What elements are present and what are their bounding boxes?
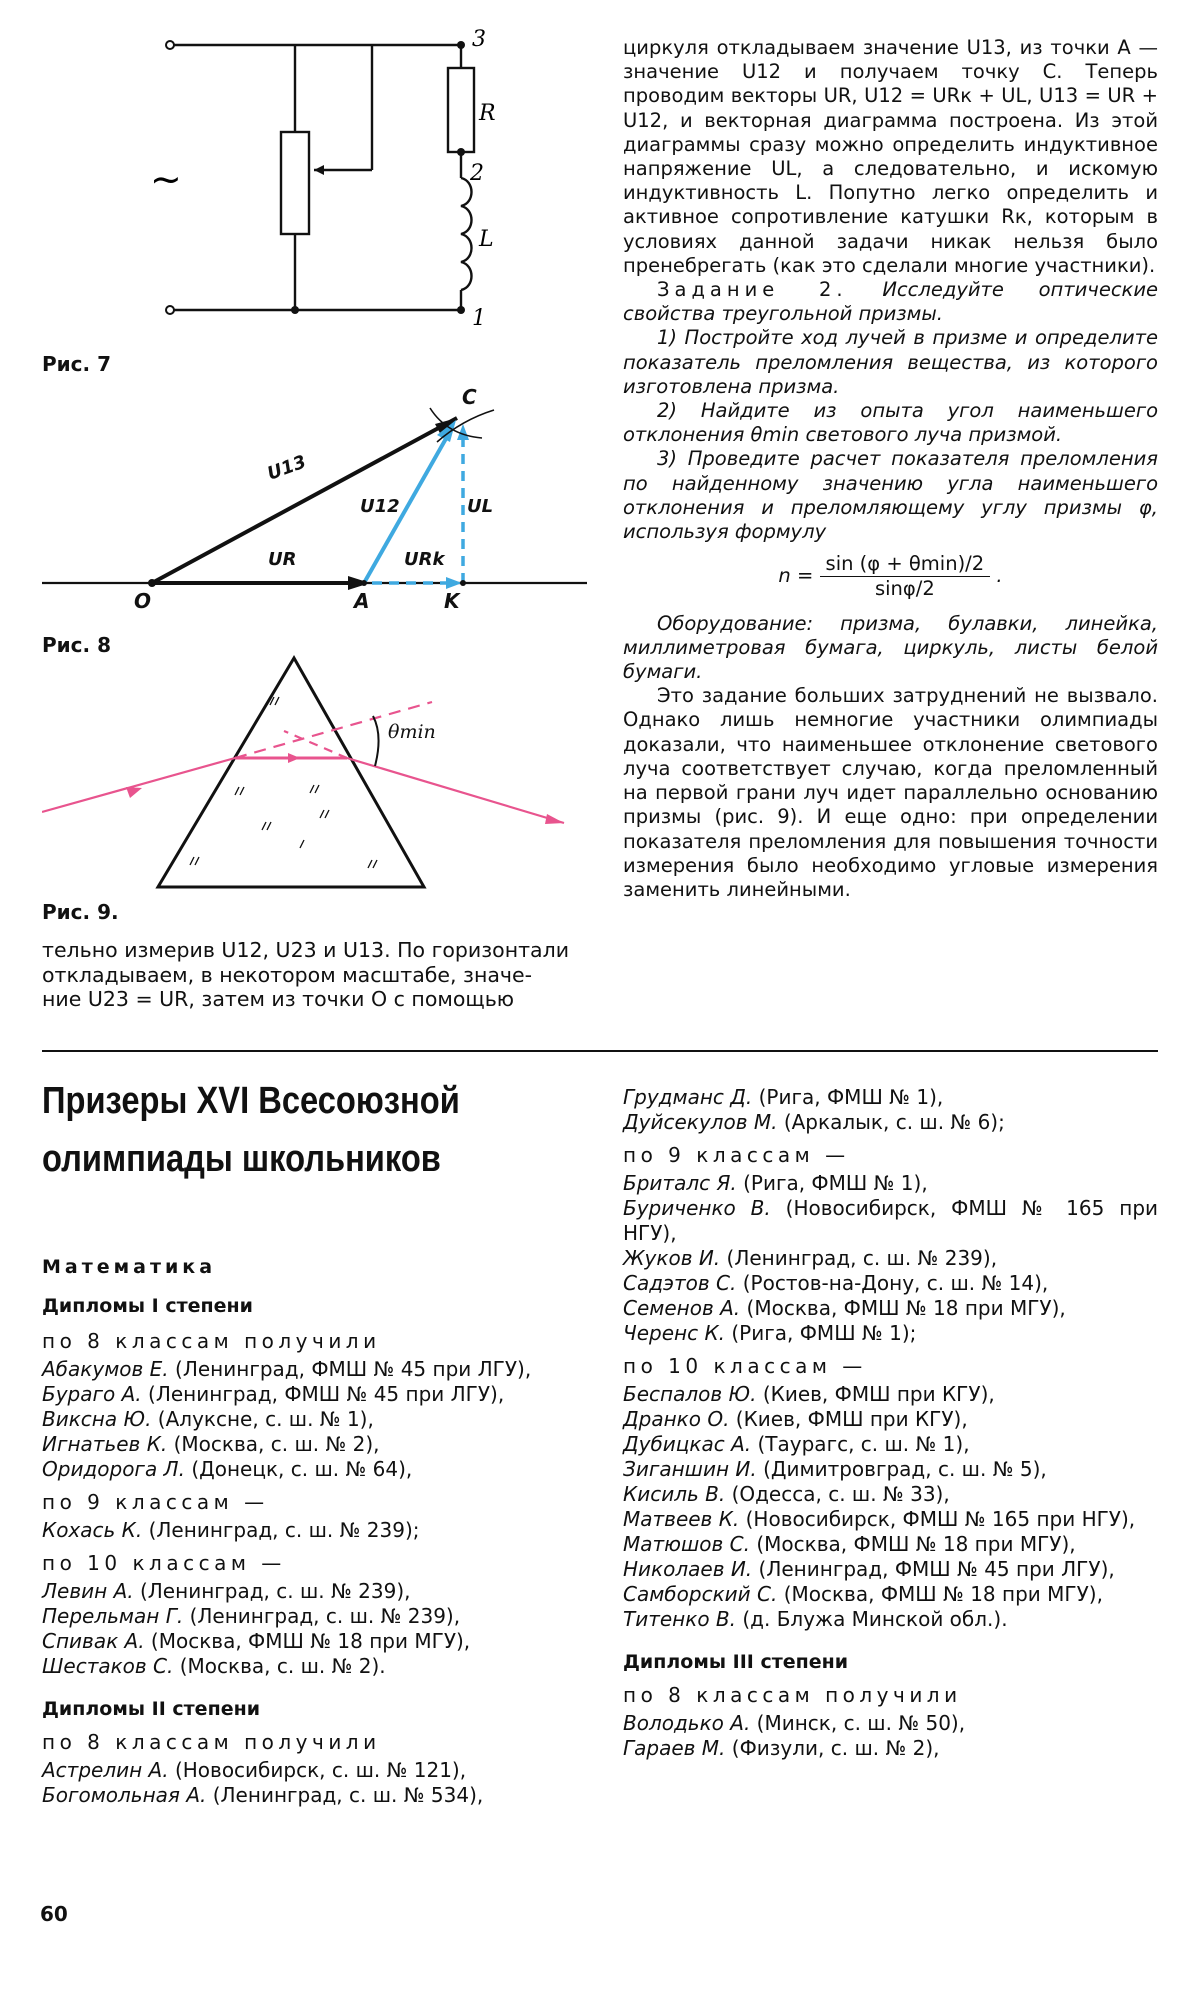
winner-name: Николаев И. <box>623 1557 753 1581</box>
winner-name: Оридорога Л. <box>42 1457 185 1481</box>
task-item-3: 3) Проведите расчет показателя преломления по найденному значению угла наименьшего отклонения и преломляющему углу призмы φ, используя формулу <box>623 447 1158 544</box>
article-title <box>42 1072 506 1188</box>
winner-name: Богомольная А. <box>42 1783 207 1807</box>
article-title-line-1: Призеры XVI Всесоюзной <box>42 1080 460 1122</box>
winner-name: Кохась К. <box>42 1518 143 1542</box>
winner-entry <box>42 1357 582 1382</box>
article-title-line-2: олимпиады школьников <box>42 1138 441 1180</box>
winner-school: (Ленинград, с. ш. № 239), <box>139 1579 411 1603</box>
winner-school: (Рига, ФМШ № 1), <box>758 1085 944 1109</box>
winner-entry <box>42 1604 582 1629</box>
diplomas-3-heading: Дипломы III степени <box>623 1651 849 1673</box>
section-divider <box>42 1050 1158 1052</box>
winner-name: Гараев М. <box>623 1736 726 1760</box>
list-diplomas-2-grade-8 <box>42 1758 582 1808</box>
winner-name: Дубицкас А. <box>623 1432 752 1456</box>
winner-school: (Москва, с. ш. № 2). <box>179 1654 386 1678</box>
list-diplomas-1-grade-8 <box>42 1357 582 1482</box>
point-label-K: K <box>444 589 460 613</box>
winner-name: Буриченко В. <box>623 1196 771 1220</box>
winner-entry <box>623 1271 1158 1296</box>
list-diplomas-1-grade-10 <box>42 1579 582 1679</box>
winner-name: Жуков И. <box>623 1246 721 1270</box>
winner-entry <box>623 1432 1158 1457</box>
group-grade-10: по 10 классам — <box>42 1551 286 1575</box>
winner-entry <box>623 1507 1158 1532</box>
winner-name: Грудманс Д. <box>623 1085 753 1109</box>
winners-right-column <box>623 1085 1158 1761</box>
winner-entry <box>42 1518 582 1543</box>
winner-entry <box>623 1321 1158 1346</box>
winner-school: (Ленинград, ФМШ № 45 при ЛГУ), <box>148 1382 505 1406</box>
paragraph-results: Это задание больших затруднений не вызвало. Однако лишь немногие участники олимпиады доказали, что наименьшее отклонение светового луча соответствует случаю, когда преломленный на первой грани луч идет параллельно основанию призмы (рис. 9). И еще одно: при определении показателя преломления для повышения точности измерения было необходимо угловые измерения заменить линейными. <box>623 684 1158 901</box>
winner-entry <box>42 1629 582 1654</box>
winner-entry <box>42 1758 582 1783</box>
figure-7-caption: Рис. 7 <box>42 352 112 376</box>
winner-name: Самборский С. <box>623 1582 778 1606</box>
task-item-1: 1) Постройте ход лучей в призме и определите показатель преломления вещества, из которого изготовлена призма. <box>623 326 1158 398</box>
winner-name: Абакумов Е. <box>42 1357 169 1381</box>
paragraph-vector-diagram: циркуля откладываем значение U13, из точки A — значение U12 и получаем точку C. Теперь проводим векторы UR, U12 = URк + UL, U13 = UR + U12, и векторная диаграмма построена. Из этой диаграммы сразу можно определить индуктивное напряжение UL, а следовательно, и искомую индуктивность L. Попутно легко определить и активное сопротивление катушки Rк, которым в условиях данной задачи никак нельзя было пренебрегать (как это сделали многие участники). <box>623 36 1158 277</box>
winner-entry <box>42 1382 582 1407</box>
vector-label-UR: UR <box>268 549 297 570</box>
figure-9-prism <box>42 650 602 900</box>
winner-school: (Таурагс, с. ш. № 1), <box>757 1432 970 1456</box>
winner-entry <box>42 1407 582 1432</box>
group-grade-9-ii: по 9 классам — <box>623 1143 850 1167</box>
winner-school: (Москва, с. ш. № 2), <box>173 1432 380 1456</box>
winner-name: Матюшов С. <box>623 1532 751 1556</box>
winner-name: Кисиль В. <box>623 1482 726 1506</box>
winners-left-column <box>42 1255 582 1808</box>
winner-name: Дуйсекулов М. <box>623 1110 778 1134</box>
winner-entry <box>623 1196 1158 1246</box>
winner-entry <box>623 1711 1158 1736</box>
list-diplomas-3-grade-8 <box>623 1711 1158 1761</box>
left-column-text <box>42 938 590 1012</box>
left-text-line-2: откладываем, в некотором масштабе, значе- <box>42 962 533 987</box>
node-label-1: 1 <box>472 306 486 331</box>
winner-entry <box>42 1432 582 1457</box>
winner-name: Матвеев К. <box>623 1507 740 1531</box>
group-grade-8: по 8 классам получили <box>42 1329 381 1353</box>
winner-name: Титенко В. <box>623 1607 736 1631</box>
winner-entry <box>623 1532 1158 1557</box>
diplomas-2-heading: Дипломы II степени <box>42 1698 261 1720</box>
winner-school: (Донецк, с. ш. № 64), <box>191 1457 413 1481</box>
winner-name: Астрелин А. <box>42 1758 169 1782</box>
node-label-3: 3 <box>472 27 486 52</box>
winner-school: (Одесса, с. ш. № 33), <box>731 1482 950 1506</box>
winner-entry <box>623 1457 1158 1482</box>
winner-name: Черенс К. <box>623 1321 726 1345</box>
point-label-C: C <box>462 385 477 409</box>
winner-name: Игнатьев К. <box>42 1432 168 1456</box>
winner-school: (Киев, ФМШ при КГУ), <box>762 1382 995 1406</box>
figure-7-circuit <box>150 20 510 340</box>
formula-period: . <box>996 564 1003 588</box>
winner-school: (Киев, ФМШ при КГУ), <box>735 1407 968 1431</box>
winner-school: (Минск, с. ш. № 50), <box>756 1711 966 1735</box>
label-R: R <box>479 101 496 126</box>
list-diplomas-2-grade-8-cont <box>623 1085 1158 1135</box>
winner-entry <box>623 1246 1158 1271</box>
figure-8-caption: Рис. 8 <box>42 633 112 657</box>
theta-min-label: θmin <box>388 721 436 743</box>
winner-school: (Москва, ФМШ № 18 при МГУ), <box>756 1532 1076 1556</box>
winner-name: Левин А. <box>42 1579 134 1603</box>
list-diplomas-2-grade-10 <box>623 1382 1158 1632</box>
left-text-line-3: ние U23 = UR, затем из точки O с помощью <box>42 987 515 1011</box>
ac-source-symbol: ~ <box>150 157 182 201</box>
group-grade-9: по 9 классам — <box>42 1490 269 1514</box>
page-number: 60 <box>40 1902 68 1926</box>
winner-school: (Москва, ФМШ № 18 при МГУ), <box>783 1582 1103 1606</box>
winner-name: Зиганшин И. <box>623 1457 757 1481</box>
winner-school: (Ленинград, ФМШ № 45 при ЛГУ), <box>175 1357 532 1381</box>
winner-name: Виксна Ю. <box>42 1407 152 1431</box>
vector-label-URk: URk <box>404 549 445 570</box>
winner-entry <box>623 1582 1158 1607</box>
task-label: Задание 2. <box>657 278 848 302</box>
winner-entry <box>42 1579 582 1604</box>
figure-8-vector-diagram <box>42 380 602 630</box>
winner-name: Шестаков С. <box>42 1654 174 1678</box>
winner-school: (Новосибирск, с. ш. № 121), <box>174 1758 467 1782</box>
figure-9-caption: Рис. 9. <box>42 900 119 924</box>
group-grade-10-ii: по 10 классам — <box>623 1354 867 1378</box>
winner-school: (Рига, ФМШ № 1), <box>743 1171 928 1195</box>
list-diplomas-1-grade-9 <box>42 1518 582 1543</box>
winner-name: Садэтов С. <box>623 1271 737 1295</box>
winner-school: (д. Блужа Минской обл.). <box>742 1607 1008 1631</box>
winner-entry <box>623 1482 1158 1507</box>
node-label-2: 2 <box>470 161 484 186</box>
formula-denominator: sinφ/2 <box>874 577 935 601</box>
winner-school: (Москва, ФМШ № 18 при МГУ), <box>150 1629 471 1653</box>
winner-name: Дранко О. <box>623 1407 730 1431</box>
equipment-list: Оборудование: призма, булавки, линейка, миллиметровая бумага, циркуль, листы белой бумаги. <box>623 611 1158 684</box>
winner-entry <box>623 1171 1158 1196</box>
winner-entry <box>623 1607 1158 1632</box>
task-item-2: 2) Найдите из опыта угол наименьшего отклонения θmin светового луча призмой. <box>623 399 1158 447</box>
winner-school: (Рига, ФМШ № 1); <box>731 1321 917 1345</box>
point-label-O: O <box>134 589 152 613</box>
winner-school: (Димитровград, с. ш. № 5), <box>763 1457 1047 1481</box>
formula-lhs: n = <box>778 564 814 588</box>
winner-school: (Алуксне, с. ш. № 1), <box>157 1407 374 1431</box>
winner-school: (Ленинград, ФМШ № 45 при ЛГУ), <box>758 1557 1115 1581</box>
task-2-heading <box>623 278 1158 326</box>
task-title: Исследуйте оптические свойства треугольной призмы. <box>623 278 1158 326</box>
left-text-line-1: тельно измерив U12, U23 и U13. По горизонтали <box>42 938 570 962</box>
winner-entry <box>623 1557 1158 1582</box>
winner-school: (Ленинград, с. ш. № 239), <box>726 1246 998 1270</box>
point-label-A: A <box>354 589 370 613</box>
winner-school: (Новосибирск, ФМШ № 165 при НГУ), <box>623 1196 1159 1245</box>
winner-entry <box>623 1110 1158 1135</box>
vector-label-U13: U13 <box>264 451 309 485</box>
winner-name: Спивак А. <box>42 1629 145 1653</box>
winner-school: (Новосибирск, ФМШ № 165 при НГУ), <box>745 1507 1136 1531</box>
group-grade-8-ii: по 8 классам получили <box>42 1730 381 1754</box>
list-diplomas-2-grade-9 <box>623 1171 1158 1346</box>
winner-entry <box>623 1407 1158 1432</box>
right-column-text <box>623 36 1158 902</box>
winner-entry <box>623 1296 1158 1321</box>
group-grade-8-iii: по 8 классам получили <box>623 1683 962 1707</box>
winner-school: (Ленинград, с. ш. № 534), <box>212 1783 484 1807</box>
winner-school: (Ленинград, с. ш. № 239); <box>148 1518 420 1542</box>
winner-entry <box>623 1382 1158 1407</box>
winner-school: (Физули, с. ш. № 2), <box>731 1736 940 1760</box>
winner-entry <box>42 1457 582 1482</box>
winner-school: (Аркалык, с. ш. № 6); <box>783 1110 1005 1134</box>
winner-school: (Ростов-на-Дону, с. ш. № 14), <box>742 1271 1049 1295</box>
formula-fraction <box>820 552 991 601</box>
winner-entry <box>623 1736 1158 1761</box>
winner-name: Бураго А. <box>42 1382 142 1406</box>
winner-name: Володько А. <box>623 1711 751 1735</box>
winner-name: Перельман Г. <box>42 1604 184 1628</box>
winner-name: Беспалов Ю. <box>623 1382 757 1406</box>
winner-entry <box>623 1085 1158 1110</box>
diplomas-1-heading: Дипломы I степени <box>42 1295 253 1317</box>
vector-label-U12: U12 <box>360 496 400 517</box>
winner-name: Семенов А. <box>623 1296 741 1320</box>
subject-heading: Математика <box>42 1256 217 1278</box>
winner-entry <box>42 1783 582 1808</box>
formula-numerator: sin (φ + θmin)/2 <box>820 552 991 577</box>
winner-name: Бриталс Я. <box>623 1171 737 1195</box>
vector-label-UL: UL <box>467 496 494 517</box>
refraction-formula <box>623 552 1158 601</box>
winner-school: (Ленинград, с. ш. № 239), <box>189 1604 461 1628</box>
winner-entry <box>42 1654 582 1679</box>
label-L: L <box>479 227 494 252</box>
winner-school: (Москва, ФМШ № 18 при МГУ), <box>746 1296 1066 1320</box>
